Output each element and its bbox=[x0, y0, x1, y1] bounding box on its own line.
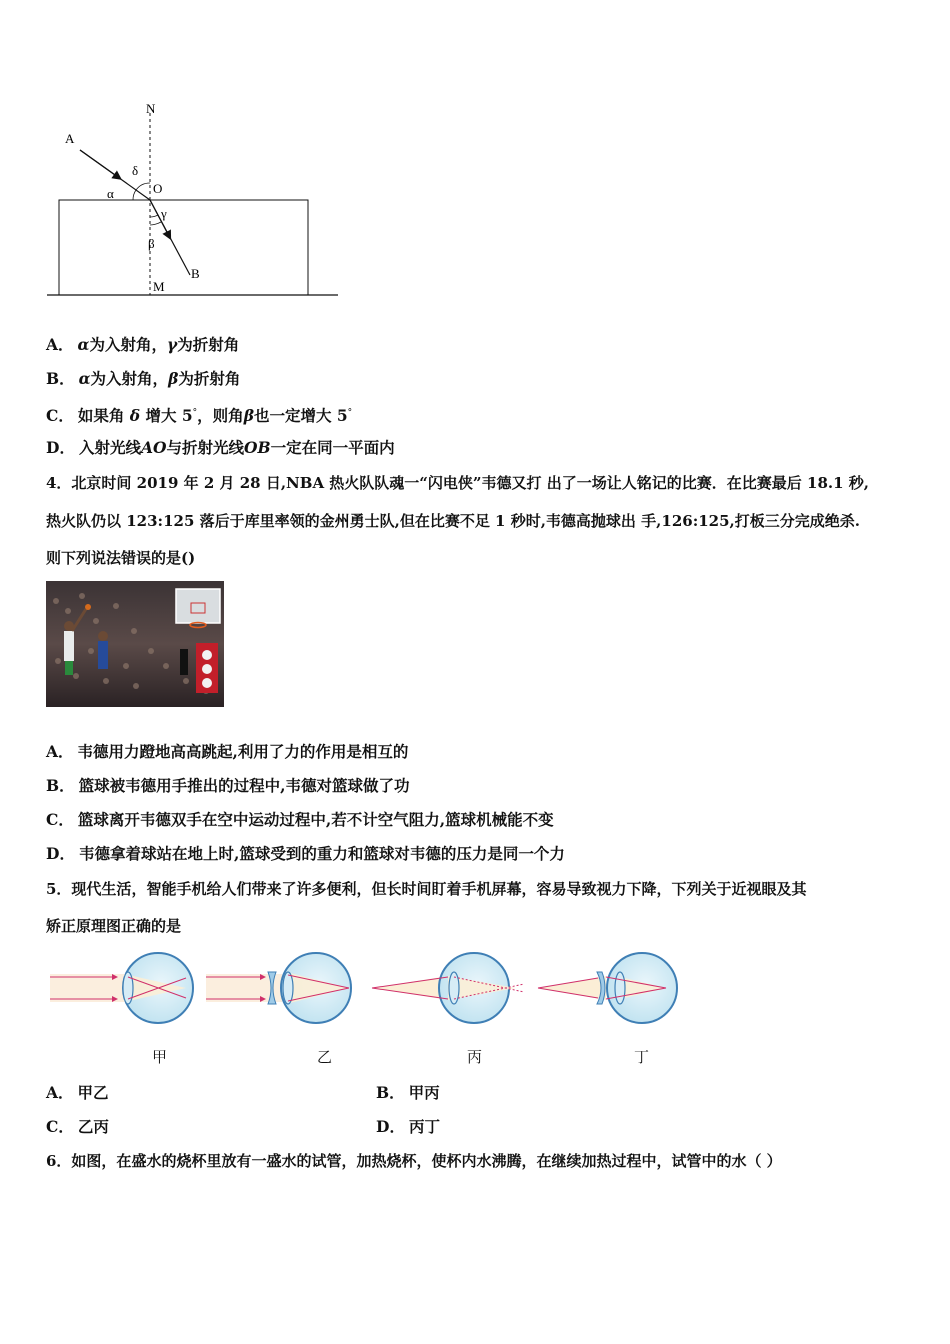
q4-stem-line-3: 则下列说法错误的是() bbox=[46, 549, 196, 567]
q4-option-b[interactable] bbox=[46, 776, 410, 796]
eye-diagrams bbox=[46, 950, 686, 1030]
var-beta: β bbox=[243, 406, 254, 426]
refraction-diagram bbox=[40, 95, 350, 305]
option-text: 甲乙 bbox=[77, 1083, 109, 1102]
option-letter: D． bbox=[46, 844, 75, 863]
text: ，则角 bbox=[197, 406, 244, 426]
q4-option-d[interactable] bbox=[46, 844, 565, 864]
option-letter: C． bbox=[46, 1117, 74, 1136]
q4-option-a[interactable] bbox=[46, 742, 408, 762]
label-n: N bbox=[146, 101, 156, 116]
label-a: A bbox=[65, 131, 75, 146]
option-letter: A． bbox=[46, 742, 74, 761]
q3-option-d[interactable] bbox=[46, 438, 395, 458]
option-letter: D． bbox=[376, 1117, 405, 1136]
label-delta: δ bbox=[132, 163, 139, 178]
text: 为折射角 bbox=[177, 335, 240, 354]
label-o: O bbox=[153, 181, 163, 196]
caption-yi: 乙 bbox=[317, 1048, 333, 1066]
option-letter: A． bbox=[46, 335, 74, 354]
var-alpha: α bbox=[78, 369, 91, 388]
q5-stem-line-2: 矫正原理图正确的是 bbox=[46, 917, 182, 935]
q3-option-c[interactable] bbox=[46, 403, 352, 426]
var-alpha: α bbox=[77, 335, 90, 354]
caption-ding: 丁 bbox=[634, 1048, 650, 1066]
degree-mark: ° bbox=[347, 408, 353, 418]
label-m: M bbox=[153, 279, 165, 294]
option-letter: B． bbox=[46, 776, 75, 795]
option-letter: C． bbox=[46, 810, 74, 829]
label-alpha: α bbox=[107, 186, 114, 201]
option-text: 篮球被韦德用手推出的过程中,韦德对篮球做了功 bbox=[78, 776, 410, 795]
q5-option-a[interactable] bbox=[46, 1083, 109, 1103]
degree-mark: ° bbox=[192, 408, 198, 418]
text: 也一定增大 5 bbox=[253, 406, 348, 426]
var-delta: δ bbox=[129, 406, 141, 426]
option-letter: D． bbox=[46, 438, 75, 457]
eye-diagram-yi bbox=[206, 953, 351, 1023]
label-b: B bbox=[191, 266, 200, 281]
text: 入射光线 bbox=[78, 438, 141, 457]
q5-option-c[interactable] bbox=[46, 1117, 109, 1137]
option-text: 韦德用力蹬地高高跳起,利用了力的作用是相互的 bbox=[77, 742, 409, 761]
option-text: 丙丁 bbox=[408, 1117, 440, 1136]
text: 增大 5 bbox=[140, 406, 193, 426]
eye-diagram-bing bbox=[372, 953, 524, 1023]
caption-bing: 丙 bbox=[467, 1048, 483, 1066]
q5-option-b[interactable] bbox=[376, 1083, 440, 1103]
option-letter: B． bbox=[46, 369, 75, 388]
option-letter: C． bbox=[46, 406, 74, 426]
caption-jia: 甲 bbox=[152, 1048, 168, 1066]
q5-option-d[interactable] bbox=[376, 1117, 440, 1137]
q4-stem-line-2: 热火队仍以 123:125 落后于库里率领的金州勇士队,但在比赛不足 1 秒时,韦德高抛球出 手,126:125,打板三分完成绝杀. bbox=[46, 512, 860, 530]
q4-stem-line-1: 4．北京时间 2019 年 2 月 28 日,NBA 热火队队魂一“闪电侠”韦德又打 出了一场让人铭记的比赛．在比赛最后 18.1 秒, bbox=[46, 474, 869, 492]
option-letter: A． bbox=[46, 1083, 74, 1102]
q4-option-c[interactable] bbox=[46, 810, 554, 830]
q6-stem-line-1: 6．如图，在盛水的烧杯里放有一盛水的试管，加热烧杯，使杯内水沸腾，在继续加热过程中，试管中的水（ ） bbox=[46, 1152, 782, 1170]
q3-option-a[interactable] bbox=[46, 335, 239, 355]
q5-stem-line-1: 5．现代生活，智能手机给人们带来了许多便利，但长时间盯着手机屏幕，容易导致视力下降，下列关于近视眼及其 bbox=[46, 880, 807, 898]
text: 为入射角， bbox=[90, 369, 169, 388]
var-ob: OB bbox=[244, 438, 271, 457]
var-beta: β bbox=[168, 369, 179, 388]
text: 为入射角， bbox=[89, 335, 167, 354]
text: 与折射光线 bbox=[166, 438, 245, 457]
text: 为折射角 bbox=[178, 369, 241, 388]
label-gamma: γ bbox=[161, 206, 167, 221]
label-beta: β bbox=[148, 236, 155, 251]
text: 如果角 bbox=[77, 406, 130, 426]
q3-option-b[interactable] bbox=[46, 369, 240, 389]
var-ao: AO bbox=[140, 438, 167, 457]
eye-diagram-jia bbox=[50, 953, 193, 1023]
var-gamma: γ bbox=[166, 335, 178, 354]
option-letter: B． bbox=[376, 1083, 405, 1102]
option-text: 乙丙 bbox=[77, 1117, 109, 1136]
option-text: 韦德拿着球站在地上时,篮球受到的重力和篮球对韦德的压力是同一个力 bbox=[78, 844, 565, 863]
text: 一定在同一平面内 bbox=[270, 438, 395, 457]
option-text: 篮球离开韦德双手在空中运动过程中,若不计空气阻力,篮球机械能不变 bbox=[77, 810, 554, 829]
eye-diagram-ding bbox=[538, 953, 677, 1023]
basketball-photo bbox=[46, 581, 224, 707]
option-text: 甲丙 bbox=[408, 1083, 440, 1102]
